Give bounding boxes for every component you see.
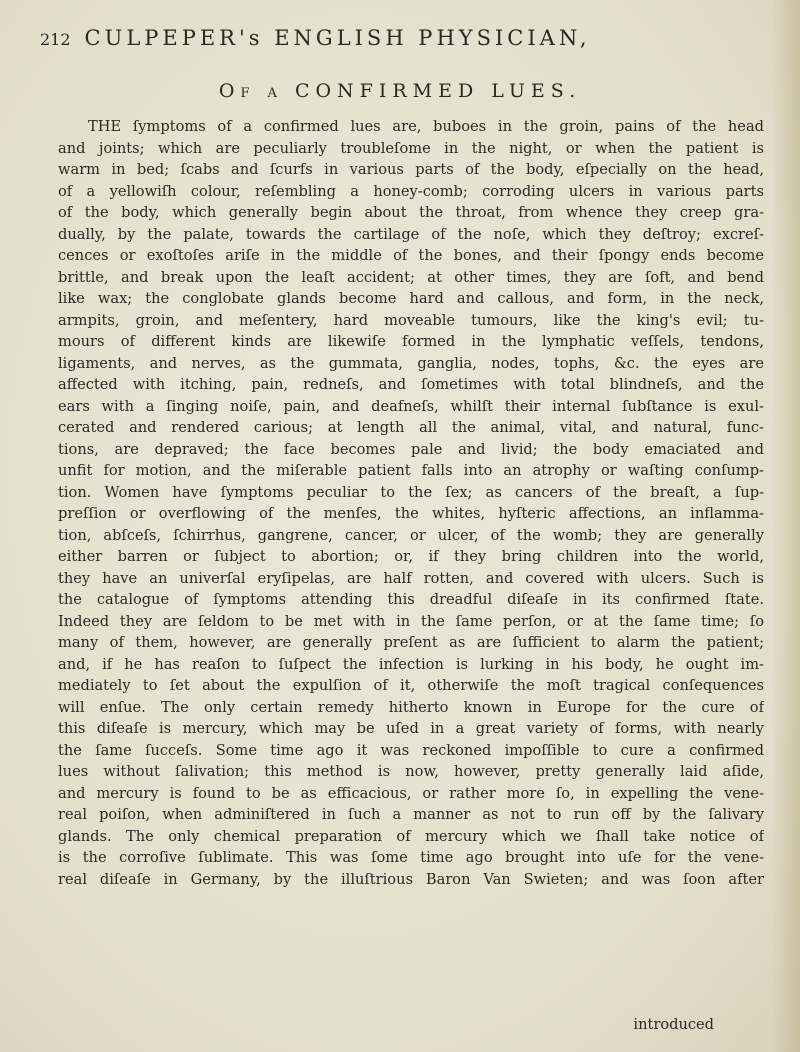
text-line: the ſame ſucceſs. Some time ago it was reckoned impoſſible to cure a confirmed	[58, 741, 764, 759]
text-line: of the body, which generally begin about the throat, from whence they creep gra-	[58, 204, 764, 221]
text-line: tion, abſceſs, ſchirrhus, gangrene, cancer, or ulcer, of the womb; they are generally	[58, 526, 764, 544]
text-line: and joints; which are peculiarly troubleſome in the night, or when the patient is	[58, 139, 764, 157]
body-paragraph	[58, 116, 764, 890]
text-line: ears with a ſinging noiſe, pain, and deafneſs, whilſt their internal ſubſtance is exul-	[58, 397, 764, 415]
text-line: armpits, groin, and meſentery, hard moveable tumours, like the king's evil; tu-	[58, 311, 764, 329]
running-head	[40, 26, 760, 56]
text-line: this diſeaſe is mercury, which may be uſed in a great variety of forms, with nearly	[58, 720, 764, 737]
text-line: of a yellowiſh colour, reſembling a honey-comb; corroding ulcers in various parts	[58, 182, 764, 200]
text-line: the catalogue of ſymptoms attending this dreadful diſeaſe in its confirmed ſtate.	[58, 591, 764, 608]
running-title: CULPEPER's ENGLISH PHYSICIAN,	[84, 26, 591, 50]
text-line: will enſue. The only certain remedy hitherto known in Europe for the cure of	[58, 698, 764, 716]
text-line: tions, are depraved; the face becomes pale and livid; the body emaciated and	[58, 440, 764, 458]
text-line: and, if he has reaſon to ſuſpect the infection is lurking in his body, he ought im-	[58, 655, 764, 673]
text-line: affected with itching, pain, redneſs, and ſometimes with total blindneſs, and the	[58, 376, 764, 393]
text-line: they have an univerſal eryſipelas, are half rotten, and covered with ulcers. Such is	[58, 569, 764, 587]
text-line: unfit for motion, and the miſerable patient falls into an atrophy or waſting conſump-	[58, 462, 764, 479]
text-line: THE ſymptoms of a confirmed lues are, buboes in the groin, pains of the head	[88, 118, 764, 135]
text-line: preſſion or overflowing of the menſes, the whites, hyſteric affections, an inflamma-	[58, 505, 764, 522]
page-edge-shadow	[772, 0, 800, 1052]
text-line: many of them, however, are generally preſent as are ſufficient to alarm the patient;	[58, 634, 764, 651]
text-line: is the corroſive ſublimate. This was ſome time ago brought into uſe for the vene-	[58, 849, 764, 866]
text-line: ligaments, and nerves, as the gummata, ganglia, nodes, tophs, &c. the eyes are	[58, 354, 764, 372]
text-line: like wax; the conglobate glands become hard and callous, and form, in the neck,	[58, 290, 764, 307]
text-line: and mercury is found to be as efficacious, or rather more ſo, in expelling the vene-	[58, 784, 764, 802]
section-title: Of a CONFIRMED LUES.	[218, 80, 582, 102]
page-number: 212	[40, 30, 71, 49]
text-line: real poiſon, when adminiſtered in ſuch a manner as not to run off by the ſalivary	[58, 806, 764, 823]
text-line: tion. Women have ſymptoms peculiar to the ſex; as cancers of the breaſt, a ſup-	[58, 483, 764, 501]
text-line: glands. The only chemical preparation of mercury which we ſhall take notice of	[58, 827, 764, 845]
text-line: mours of different kinds are likewiſe formed in the lymphatic veſſels, tendons,	[58, 333, 764, 350]
text-line: either barren or ſubject to abortion; or, if they bring children into the world,	[58, 548, 764, 565]
text-line: dually, by the palate, towards the cartilage of the noſe, which they deſtroy; excreſ-	[58, 225, 764, 243]
text-line: real diſeaſe in Germany, by the illuſtrious Baron Van Swieten; and was ſoon after	[58, 870, 764, 888]
text-line: cerated and rendered carious; at length all the animal, vital, and natural, func-	[58, 419, 764, 436]
text-line: brittle, and break upon the leaſt accident; at other times, they are ſoft, and bend	[58, 268, 764, 286]
text-line: warm in bed; ſcabs and ſcurfs in various parts of the body, eſpecially on the head,	[58, 161, 764, 178]
text-line: Indeed they are ſeldom to be met with in the ſame perſon, or at the ſame time; ſo	[58, 612, 764, 630]
text-line: lues without ſalivation; this method is now, however, pretty generally laid aſide,	[58, 763, 764, 780]
text-line: cences or exoſtoſes ariſe in the middle of the bones, and their ſpongy ends become	[58, 247, 764, 264]
text-line: mediately to ſet about the expulſion of it, otherwiſe the moſt tragical conſequences	[58, 677, 764, 694]
catchword: introduced	[633, 1016, 714, 1033]
